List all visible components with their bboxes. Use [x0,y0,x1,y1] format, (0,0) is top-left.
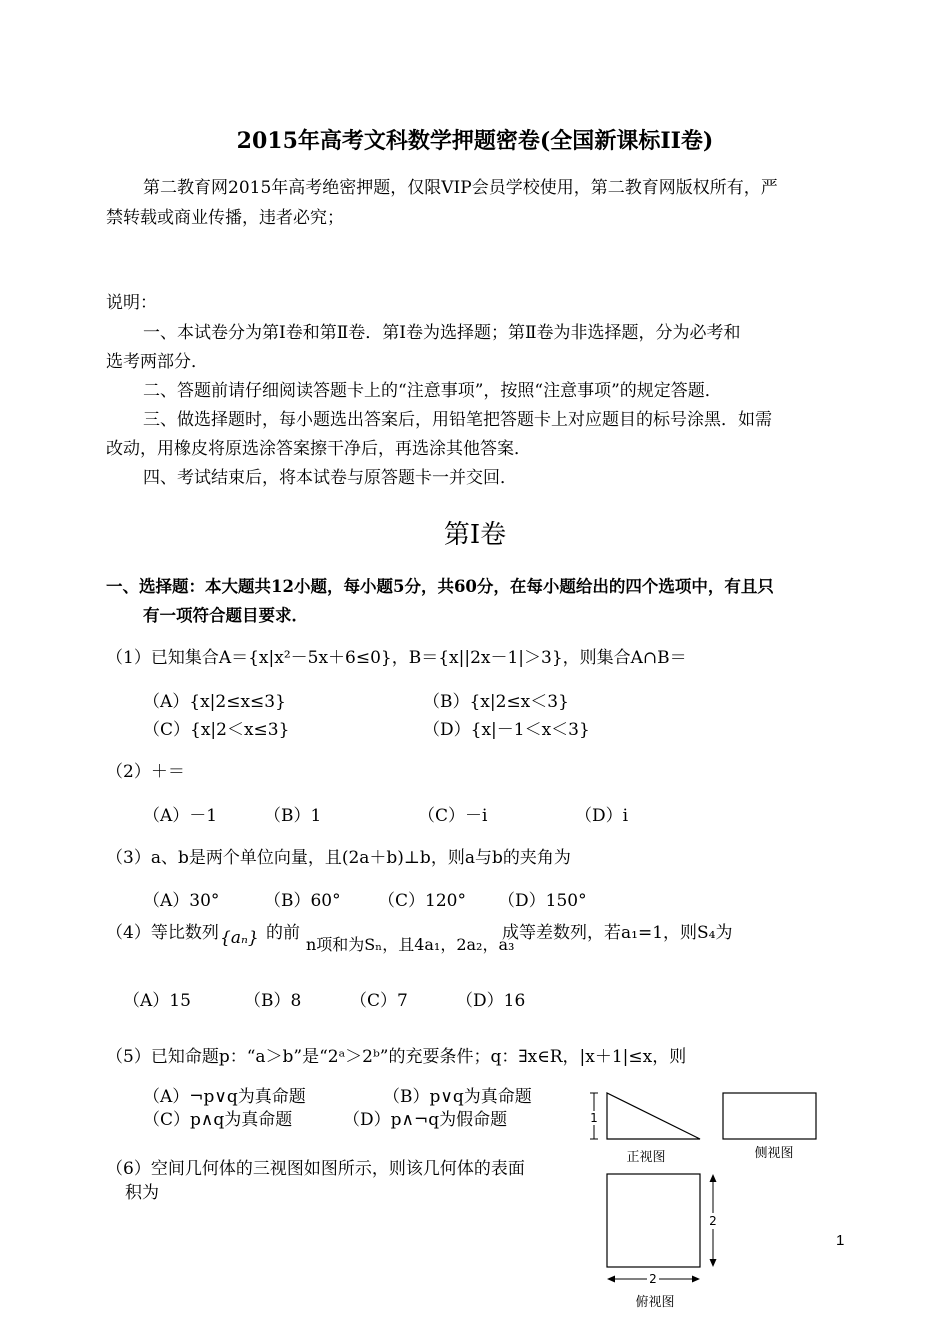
question-number: （2） [106,762,151,782]
front-view-triangle [607,1093,700,1139]
front-height-dim-label: 1 [590,1111,598,1125]
question-number: （3） [106,848,151,868]
question-1 [106,645,687,672]
top-width-arrow-left [607,1276,615,1283]
section-header-line-1: 一、选择题：本大题共12小题，每小题5分，共60分，在每小题给出的四个选项中，有且只 [106,577,774,596]
q2-option-b: （B）1 [264,806,322,826]
side-view-rect [723,1093,816,1139]
question-number: （1） [106,648,151,668]
q5-option-d: （D）p∧¬q为假命题 [343,1110,508,1130]
instruction-item-3: 三、做选择题时，每小题选出答案后，用铅笔把答题卡上对应题目的标号涂黑．如需 [143,410,772,430]
side-view-label: 侧视图 [754,1146,794,1161]
top-height-arrow-down [710,1259,717,1267]
q1-option-a: （A）{x|2≤x≤3} [143,692,286,712]
instructions-heading: 说明： [106,293,157,313]
question-6 [106,1156,525,1183]
top-width-arrow-right [692,1276,700,1283]
instruction-item-1-cont: 选考两部分． [106,352,208,372]
question-text: ＋＝ [150,762,185,782]
q4-formula: n项和为Sₙ，且4a₁，2a₂，a₃ [306,935,515,954]
page-number: 1 [836,1232,845,1249]
q5-option-c: （C）p∧q为真命题 [143,1110,293,1130]
question-text: 空间几何体的三视图如图所示，则该几何体的表面 [150,1159,525,1179]
q4-option-d: （D）16 [456,991,526,1011]
top-height-arrow-up [710,1174,717,1182]
q3-option-a: （A）30° [143,891,220,911]
question-4-lead [106,920,219,947]
q2-option-a: （A）－1 [143,806,218,826]
instruction-item-4: 四、考试结束后，将本试卷与原答题卡一并交回． [143,468,517,488]
three-view-figure [580,1085,840,1315]
top-view-label: 俯视图 [635,1295,675,1310]
question-text: a、b是两个单位向量，且(2a＋b)⊥b，则a与b的夹角为 [150,848,571,868]
notice-line-1: 第二教育网2015年高考绝密押题，仅限VIP会员学校使用，第二教育网版权所有，严 [143,178,778,198]
question-number: （4） [106,923,151,943]
question-6-cont: 积为 [125,1183,159,1203]
question-number: （5） [106,1047,151,1067]
q3-option-c: （C）120° [378,891,466,911]
q2-option-d: （D）i [575,806,629,826]
question-number: （6） [106,1159,151,1179]
question-2 [106,759,185,786]
q4-option-b: （B）8 [244,991,302,1011]
q4-option-a: （A）15 [123,991,191,1011]
top-view-square [607,1174,700,1267]
instruction-item-3-cont: 改动，用橡皮将原选涂答案擦干净后，再选涂其他答案． [106,439,531,459]
q3-option-d: （D）150° [498,891,587,911]
question-5 [106,1044,686,1071]
question-3 [106,845,571,872]
instruction-item-1: 一、本试卷分为第Ⅰ卷和第Ⅱ卷．第Ⅰ卷为选择题；第Ⅱ卷为非选择题，分为必考和 [143,323,741,343]
front-view-label: 正视图 [626,1150,666,1165]
q5-option-a: （A）¬p∨q为真命题 [143,1087,306,1107]
q1-option-c: （C）{x|2＜x≤3} [143,720,290,740]
notice-line-2: 禁转载或商业传播，违者必究； [106,208,344,228]
q4-option-c: （C）7 [350,991,408,1011]
q2-option-c: （C）－i [418,806,488,826]
instruction-item-2: 二、答题前请仔细阅读答题卡上的“注意事项”，按照“注意事项”的规定答题． [143,381,722,401]
question-text: 已知集合A＝{x|x²－5x＋6≤0}，B＝{x||2x－1|＞3}，则集合A∩B＝ [150,648,687,668]
q4-text-4: 成等差数列，若a₁=1，则S₄为 [502,923,733,943]
volume-title: 第Ⅰ卷 [443,520,507,550]
section-header-line-2: 有一项符合题目要求． [143,606,308,625]
q1-option-b: （B）{x|2≤x＜3} [423,692,569,712]
top-height-dim-label: 2 [709,1214,717,1228]
page-title: 2015年高考文科数学押题密卷(全国新课标II卷) [236,128,714,154]
question-text: 等比数列 [150,923,219,943]
q4-text-2: 的前 [266,923,300,943]
q3-option-b: （B）60° [264,891,341,911]
q4-sequence: {aₙ} [220,928,259,948]
top-width-dim-label: 2 [649,1272,657,1286]
question-text: 已知命题p：“a＞b”是“2ᵃ＞2ᵇ”的充要条件；q：∃x∈R，|x＋1|≤x，则 [150,1047,687,1067]
q5-option-b: （B）p∨q为真命题 [383,1087,532,1107]
q1-option-d: （D）{x|－1＜x＜3} [423,720,590,740]
